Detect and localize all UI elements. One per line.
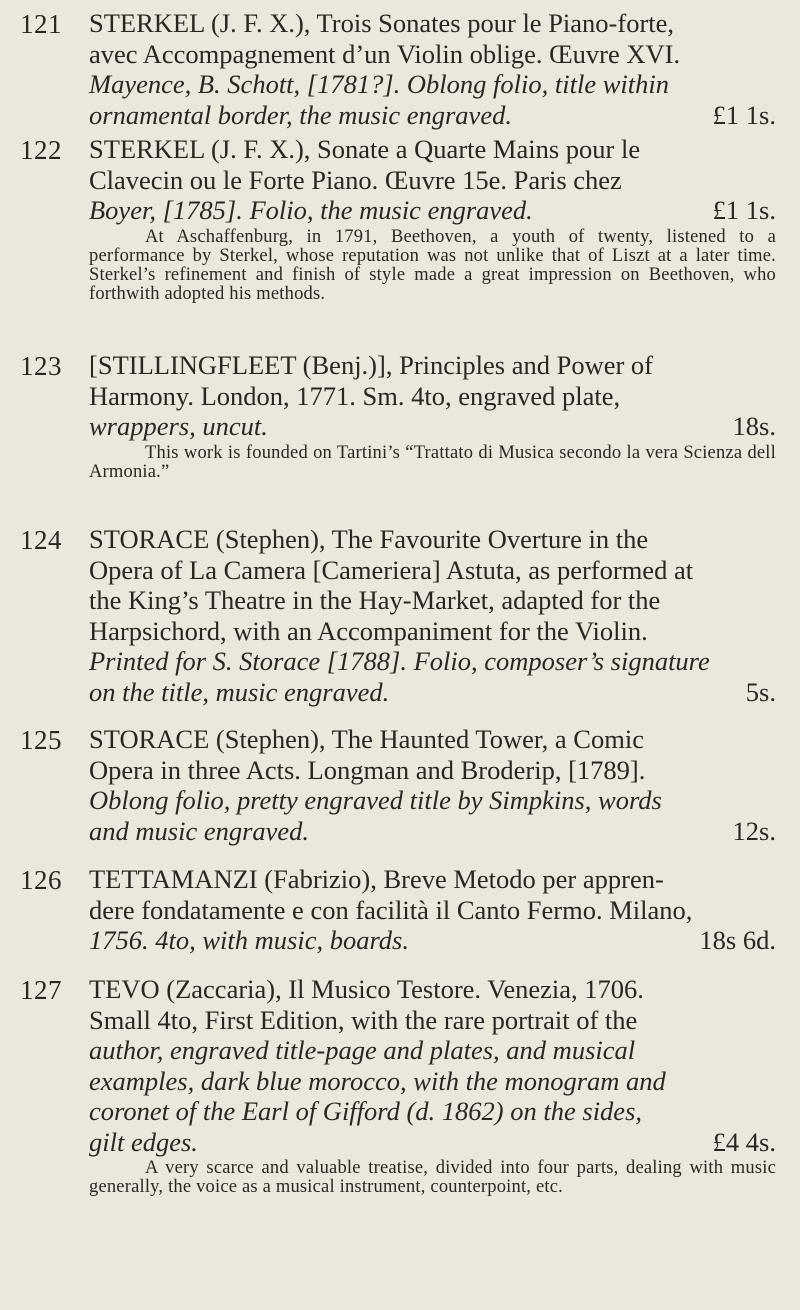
price: 18s. [732, 411, 776, 441]
entry-line: Clavecin ou le Forte Piano. Œuvre 15e. Paris chez [89, 164, 622, 195]
entry-line-last [89, 1127, 776, 1158]
entry-line: TEVO (Zaccaria), Il Musico Testore. Venezia, 1706. [89, 974, 644, 1004]
entry-line: STORACE (Stephen), The Favourite Overture in the [89, 524, 649, 554]
entry-line: Printed for S. Storace [1788]. Folio, composer’s signature [89, 646, 710, 676]
entry-text [89, 864, 776, 956]
entry-line: Boyer, [1785]. Folio, the music engraved. [89, 195, 533, 225]
entry-note: This work is founded on Tartini’s “Trattato di Musica secondo la vera Scienza dell Armonia.” [89, 442, 776, 482]
entry-line-last [89, 411, 776, 442]
entry-text [89, 724, 776, 846]
entry-line-last [89, 925, 776, 956]
entry-line: Harmony. London, 1771. Sm. 4to, engraved plate, [89, 380, 621, 411]
entry-number: 126 [20, 865, 62, 895]
entry-number: 122 [20, 135, 62, 165]
entry-line: dere fondatamente e con facilità il Canto Fermo. Milano, [89, 894, 693, 925]
price: £1 1s. [712, 99, 776, 130]
entry-note: At Aschaffenburg, in 1791, Beethoven, a youth of twenty, listened to a performance by Sterkel, whose reputation was not unlike that of Liszt at a later time. Sterkel’s refinement and finish of style made a great impression on Beethoven, who forthwith adopted his methods. [89, 226, 776, 304]
entry-number: 123 [20, 351, 62, 381]
entry-line: Opera in three Acts. Longman and Broderip, [1789]. [89, 754, 646, 785]
entry-text [89, 8, 776, 130]
entry-line: Harpsichord, with an Accompaniment for the Violin. [89, 615, 648, 646]
price: 5s. [745, 676, 776, 707]
entry-line-last [89, 100, 776, 131]
entry-line-last [89, 816, 776, 847]
entry-line: STERKEL (J. F. X.), Sonate a Quarte Mains pour le [89, 134, 641, 164]
entry-line: wrappers, uncut. [89, 411, 268, 441]
entry-text [89, 524, 776, 707]
entry-line-last [89, 677, 776, 708]
entry-line: Opera of La Camera [Cameriera] Astuta, as performed at [89, 554, 694, 585]
entry-line: [STILLINGFLEET (Benj.)], Principles and Power of [89, 350, 653, 380]
entry-line: Oblong folio, pretty engraved title by Simpkins, words [89, 785, 662, 815]
entry-number: 125 [20, 725, 62, 755]
entry-line: author, engraved title-page and plates, and musical [89, 1035, 636, 1065]
entry-number: 121 [20, 9, 62, 39]
entry-line: 1756. 4to, with music, boards. [89, 925, 409, 955]
entry-text [89, 350, 776, 482]
entry-number: 124 [20, 525, 62, 555]
entry-line-last [89, 195, 776, 226]
entry-line: gilt edges. [89, 1126, 198, 1157]
entry-line: coronet of the Earl of Gifford (d. 1862) on the sides, [89, 1096, 643, 1126]
price: £4 4s. [712, 1126, 776, 1157]
entry-line: Mayence, B. Schott, [1781?]. Oblong folio, title within [89, 69, 669, 99]
entry-line: STERKEL (J. F. X.), Trois Sonates pour le Piano-forte, [89, 8, 675, 38]
entry-line: examples, dark blue morocco, with the monogram and [89, 1065, 666, 1096]
entry-line: Small 4to, First Edition, with the rare portrait of the [89, 1004, 638, 1035]
price: 12s. [732, 815, 776, 846]
entry-text [89, 974, 776, 1197]
entry-line: and music engraved. [89, 815, 310, 846]
entry-number: 127 [20, 975, 62, 1005]
entry-line: TETTAMANZI (Fabrizio), Breve Metodo per appren- [89, 864, 664, 894]
entry-line: STORACE (Stephen), The Haunted Tower, a Comic [89, 724, 644, 754]
entry-text [89, 134, 776, 304]
price: £1 1s. [712, 195, 776, 225]
entry-note: A very scarce and valuable treatise, divided into four parts, dealing with music generally, the voice as a musical instrument, counterpoint, etc. [89, 1158, 776, 1197]
price: 18s 6d. [699, 925, 776, 955]
entry-line: the King’s Theatre in the Hay-Market, adapted for the [89, 585, 661, 615]
entry-line: ornamental border, the music engraved. [89, 99, 512, 130]
entry-line: avec Accompagnement d’un Violin oblige. Œuvre XVI. [89, 38, 681, 69]
entry-line: on the title, music engraved. [89, 676, 390, 707]
